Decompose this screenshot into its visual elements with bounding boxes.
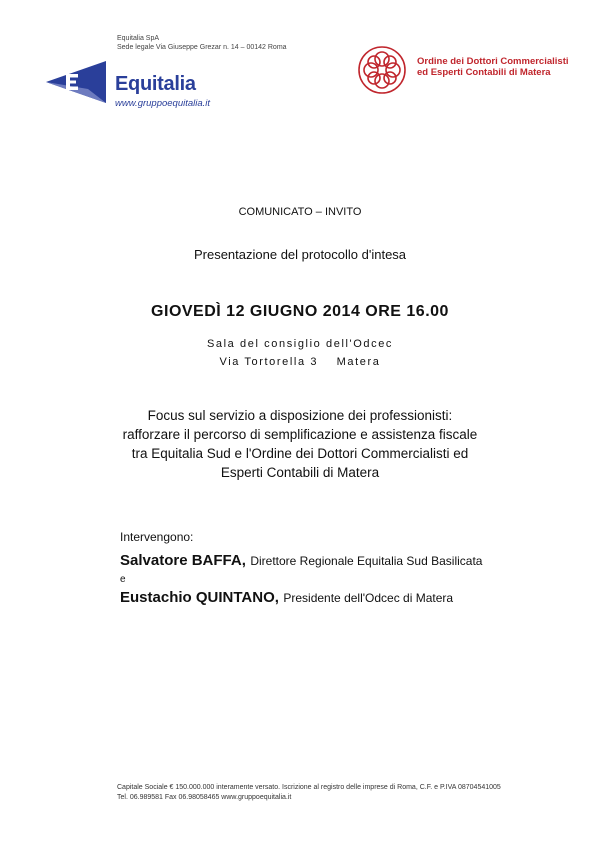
speaker-separator: e: [120, 574, 126, 585]
focus-line: rafforzare il percorso di semplificazione e assistenza fiscale: [122, 427, 478, 442]
event-date: GIOVEDÌ 12 GIUGNO 2014 ORE 16.00: [151, 303, 449, 320]
equitalia-brand-name: Equitalia: [115, 73, 196, 95]
venue-address: Via Tortorella 3 Matera: [219, 356, 381, 368]
speaker-row: [120, 552, 482, 570]
footer-legal: Capitale Sociale € 150.000.000 interamente versato. Iscrizione al registro delle imprese di Roma, C.F. e P.IVA 08704541005: [117, 784, 501, 791]
speaker-name: Eustachio QUINTANO,: [120, 589, 279, 606]
company-address: Sede legale Via Giuseppe Grezar n. 14 – 00142 Roma: [117, 44, 287, 51]
footer-contacts: Tel. 06.989581 Fax 06.98058465 www.gruppoequitalia.it: [117, 794, 292, 801]
focus-line: tra Equitalia Sud e l'Ordine dei Dottori Commercialisti ed: [131, 446, 469, 461]
odcec-name-line2: ed Esperti Contabili di Matera: [417, 67, 551, 78]
odcec-name-line1: Ordine dei Dottori Commercialisti: [417, 56, 569, 67]
speaker-role: Presidente dell'Odcec di Matera: [283, 591, 454, 605]
company-name: Equitalia SpA: [117, 35, 160, 42]
focus-line: Esperti Contabili di Matera: [220, 465, 380, 480]
venue-room: Sala del consiglio dell'Odcec: [206, 338, 394, 350]
document-type: COMUNICATO – INVITO: [238, 206, 362, 218]
equitalia-logo-icon: [44, 59, 108, 105]
speakers-heading: Intervengono:: [120, 530, 194, 544]
speaker-role: Direttore Regionale Equitalia Sud Basilicata: [250, 554, 483, 568]
event-title: Presentazione del protocollo d'intesa: [193, 247, 407, 262]
focus-line: Focus sul servizio a disposizione dei professionisti:: [147, 408, 453, 423]
speaker-row: [120, 589, 453, 607]
equitalia-url: www.gruppoequitalia.it: [115, 98, 211, 109]
focus-description: [0, 406, 600, 482]
speaker-name: Salvatore BAFFA,: [120, 552, 246, 569]
odcec-logo-icon: [356, 44, 408, 96]
